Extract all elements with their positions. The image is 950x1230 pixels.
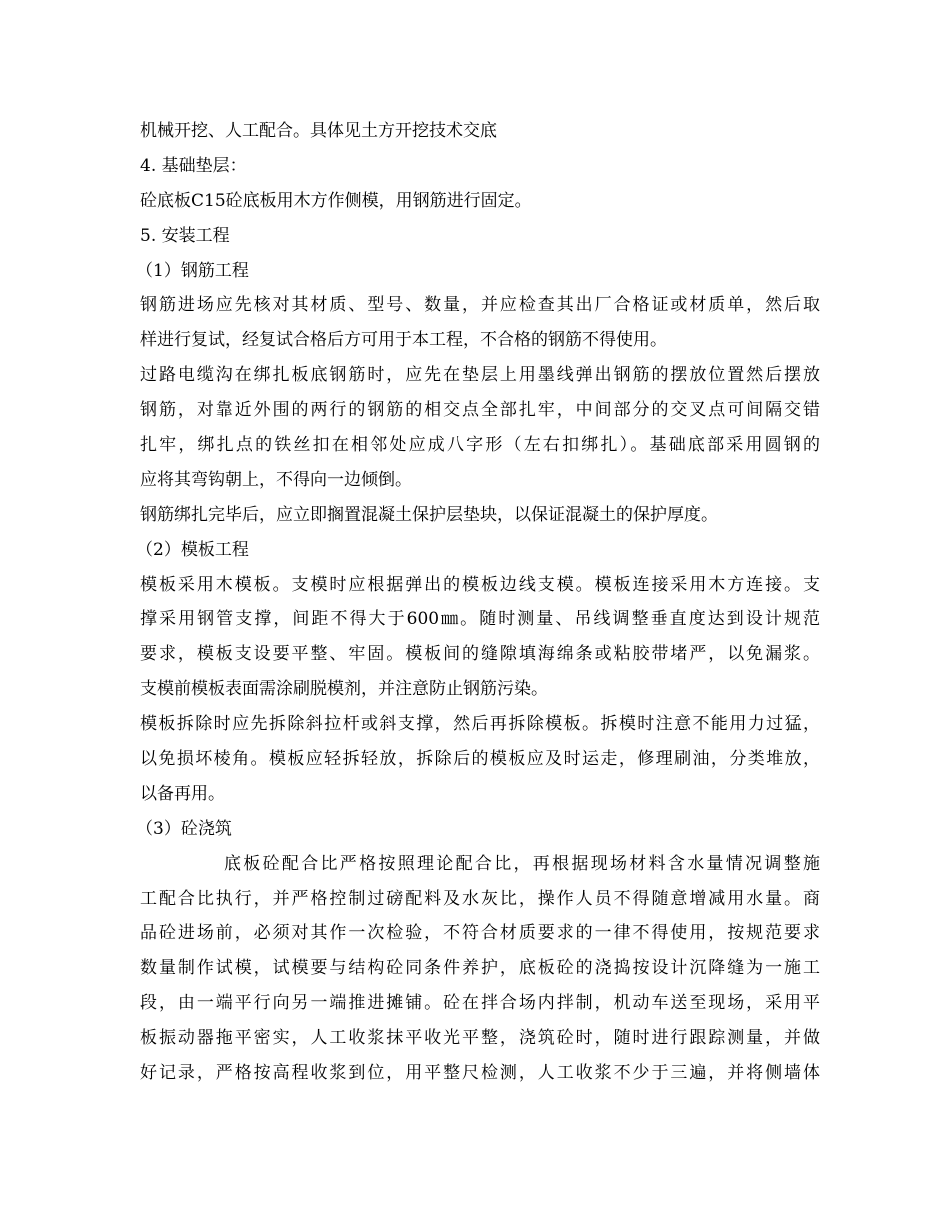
paragraph-line: 以备再用。: [140, 783, 225, 804]
paragraph-line: 钢筋，对靠近外围的两行的钢筋的相交点全部扎牢，中间部分的交叉点可间隔交错: [140, 400, 820, 421]
paragraph-line: 底板砼配合比严格按照理论配合比，再根据现场材料含水量情况调整施: [224, 853, 820, 874]
subsection-heading: （2）模板工程: [136, 539, 249, 560]
paragraph-line: 砼底板C15砼底板用木方作侧模，用钢筋进行固定。: [140, 190, 532, 211]
paragraph-line: 钢筋绑扎完毕后，应立即搁置混凝土保护层垫块，以保证混凝土的保护厚度。: [140, 504, 718, 525]
paragraph-line: 样进行复试，经复试合格后方可用于本工程，不合格的钢筋不得使用。: [140, 330, 667, 351]
section-heading: 5. 安装工程: [140, 225, 230, 246]
paragraph-line: 机械开挖、人工配合。具体见土方开挖技术交底: [140, 121, 497, 141]
paragraph-line: 以免损坏棱角。模板应轻拆轻放，拆除后的模板应及时运走，修理刷油，分类堆放，: [140, 749, 820, 770]
subsection-heading: （3）砼浇筑: [136, 818, 232, 839]
paragraph-line: 段，由一端平行向另一端推进摊铺。砼在拌合场内拌制，机动车送至现场，采用平: [140, 993, 820, 1014]
subsection-heading: （1）钢筋工程: [136, 260, 249, 281]
paragraph-line: 撑采用钢管支撑，间距不得大于600㎜。随时测量、吊线调整垂直度达到设计规范: [140, 609, 820, 630]
paragraph-line: 工配合比执行，并严格控制过磅配料及水灰比，操作人员不得随意增减用水量。商: [140, 888, 820, 909]
paragraph-line: 支模前模板表面需涂刷脱模剂，并注意防止钢筋污染。: [140, 679, 548, 700]
paragraph-line: 数量制作试模，试模要与结构砼同条件养护，底板砼的浇捣按设计沉降缝为一施工: [140, 958, 820, 979]
paragraph-line: 钢筋进场应先核对其材质、型号、数量，并应检查其出厂合格证或材质单，然后取: [140, 295, 820, 316]
paragraph-line: 品砼进场前，必须对其作一次检验，不符合材质要求的一律不得使用，按规范要求: [140, 923, 820, 944]
paragraph-line: 好记录，严格按高程收浆到位，用平整尺检测，人工收浆不少于三遍，并将侧墙体: [140, 1063, 820, 1084]
document-body: [136, 114, 820, 1091]
paragraph-line: 板振动器拖平密实，人工收浆抹平收光平整，浇筑砼时，随时进行跟踪测量，并做: [140, 1028, 820, 1049]
paragraph-line: 模板采用木模板。支模时应根据弹出的模板边线支模。模板连接采用木方连接。支: [140, 574, 820, 595]
paragraph-line: 应将其弯钩朝上，不得向一边倾倒。: [140, 469, 412, 490]
paragraph-line: 扎牢，绑扎点的铁丝扣在相邻处应成八字形（左右扣绑扎）。基础底部采用圆钢的: [140, 435, 820, 456]
paragraph-line: 过路电缆沟在绑扎板底钢筋时，应先在垫层上用墨线弹出钢筋的摆放位置然后摆放: [140, 365, 820, 386]
paragraph-line: 模板拆除时应先拆除斜拉杆或斜支撑，然后再拆除模板。拆模时注意不能用力过猛，: [140, 714, 820, 735]
paragraph-line: 要求，模板支设要平整、牢固。模板间的缝隙填海绵条或粘胶带堵严，以免漏浆。: [140, 644, 820, 665]
section-heading: 4. 基础垫层：: [140, 155, 247, 176]
